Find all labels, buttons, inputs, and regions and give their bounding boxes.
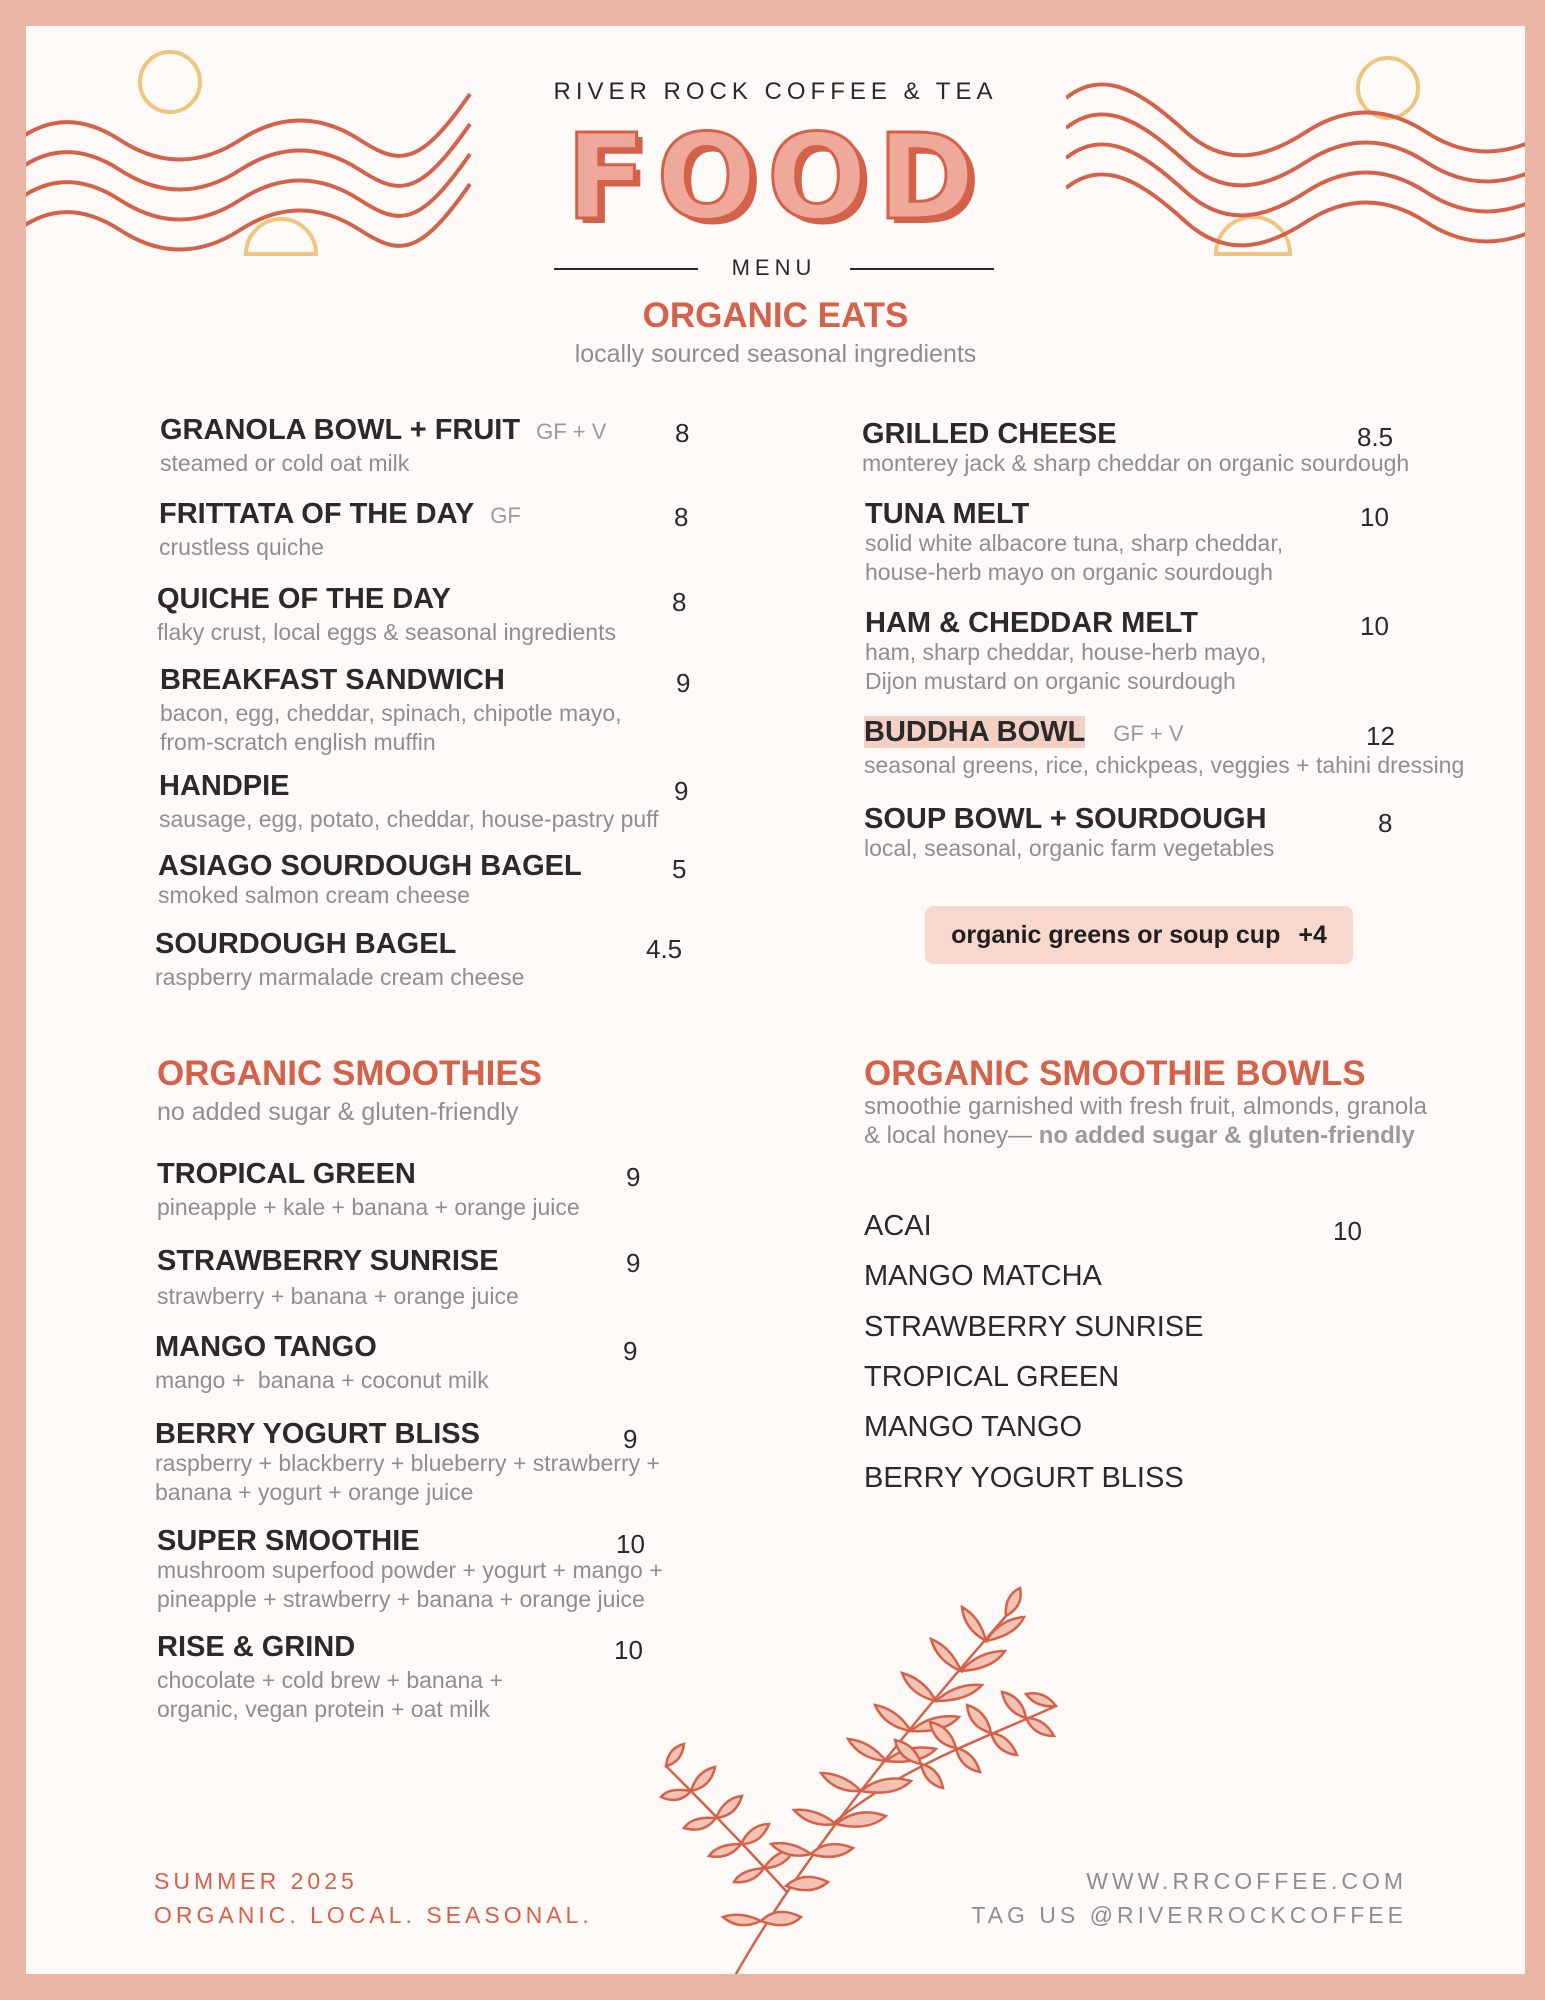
item-price: 8 bbox=[1378, 808, 1393, 838]
footer-social[interactable]: TAG US @RIVERROCKCOFFEE bbox=[971, 1902, 1407, 1928]
item-desc: pineapple + kale + banana + orange juice bbox=[157, 1194, 580, 1220]
item-price: 9 bbox=[623, 1424, 638, 1454]
page-title: FOOD bbox=[565, 108, 986, 246]
item-name: BERRY YOGURT BLISS bbox=[155, 1418, 480, 1450]
item-desc: Dijon mustard on organic sourdough bbox=[865, 668, 1236, 694]
item-desc: raspberry marmalade cream cheese bbox=[155, 964, 525, 990]
menu-item-ham-cheddar-melt bbox=[865, 607, 1266, 696]
smoothie-bowls-subtitle bbox=[864, 1092, 1427, 1150]
menu-item-tuna-melt bbox=[865, 498, 1283, 587]
menu-item-asiago-bagel bbox=[158, 850, 582, 910]
bowl-price: 10 bbox=[1333, 1216, 1362, 1246]
item-desc: mango + banana + coconut milk bbox=[155, 1367, 489, 1393]
item-desc: solid white albacore tuna, sharp cheddar, bbox=[865, 530, 1284, 556]
bowl-item: ACAI bbox=[864, 1210, 932, 1242]
bowl-item: MANGO TANGO bbox=[864, 1411, 1083, 1443]
item-desc: house-herb mayo on organic sourdough bbox=[865, 559, 1273, 585]
item-price: 8.5 bbox=[1357, 422, 1394, 452]
item-desc: crustless quiche bbox=[159, 534, 324, 560]
item-name: MANGO TANGO bbox=[155, 1331, 377, 1363]
menu-item-sourdough-bagel bbox=[155, 928, 524, 992]
item-price: 12 bbox=[1366, 721, 1395, 751]
organic-eats-subtitle: locally sourced seasonal ingredients bbox=[574, 340, 977, 368]
brand-name: RIVER ROCK COFFEE & TEA bbox=[553, 78, 998, 105]
bowl-item: MANGO MATCHA bbox=[864, 1260, 1102, 1292]
item-name: HAM & CHEDDAR MELT bbox=[865, 607, 1198, 639]
smoothie-super-smoothie bbox=[157, 1525, 663, 1614]
item-name: QUICHE OF THE DAY bbox=[157, 583, 451, 615]
item-desc: seasonal greens, rice, chickpeas, veggies + tahini dressing bbox=[864, 752, 1465, 778]
item-price: 8 bbox=[675, 418, 690, 448]
smoothies-subtitle: no added sugar & gluten-friendly bbox=[157, 1098, 519, 1126]
item-price: 10 bbox=[616, 1529, 645, 1559]
item-desc: flaky crust, local eggs & seasonal ingredients bbox=[157, 619, 616, 645]
item-name: FRITTATA OF THE DAY bbox=[159, 498, 475, 530]
item-desc: strawberry + banana + orange juice bbox=[157, 1283, 519, 1309]
item-desc: smoked salmon cream cheese bbox=[158, 882, 470, 908]
menu-item-breakfast-sandwich bbox=[160, 664, 622, 757]
bowl-item: STRAWBERRY SUNRISE bbox=[864, 1311, 1204, 1343]
divider-right bbox=[850, 268, 994, 270]
item-name: GRILLED CHEESE bbox=[862, 418, 1117, 450]
item-tag: GF + V bbox=[536, 419, 607, 444]
item-price: 9 bbox=[626, 1248, 641, 1278]
addon-label: organic greens or soup cup bbox=[951, 920, 1281, 949]
menu-item-grilled-cheese bbox=[862, 418, 1409, 478]
menu-item-handpie bbox=[159, 770, 659, 834]
item-price: 8 bbox=[674, 502, 689, 532]
smoothie-mango-tango bbox=[155, 1331, 489, 1395]
smoothie-tropical-green bbox=[157, 1158, 580, 1222]
smoothie-strawberry-sunrise bbox=[157, 1245, 519, 1311]
item-desc: from-scratch english muffin bbox=[160, 729, 436, 755]
item-price: 10 bbox=[614, 1635, 643, 1665]
item-desc: sausage, egg, potato, cheddar, house-pastry puff bbox=[159, 806, 659, 832]
menu-page bbox=[26, 26, 1525, 1974]
menu-item-quiche bbox=[157, 583, 616, 647]
footer-website[interactable]: WWW.RRCOFFEE.COM bbox=[1086, 1868, 1407, 1894]
item-name: RISE & GRIND bbox=[157, 1631, 356, 1663]
smoothie-berry-yogurt-bliss bbox=[155, 1418, 660, 1507]
item-price: 9 bbox=[674, 776, 689, 806]
item-desc: banana + yogurt + orange juice bbox=[155, 1479, 474, 1505]
item-desc: steamed or cold oat milk bbox=[160, 450, 410, 476]
addon-price: +4 bbox=[1298, 920, 1327, 949]
item-price: 4.5 bbox=[646, 934, 683, 964]
item-price: 9 bbox=[676, 668, 691, 698]
item-price: 5 bbox=[672, 854, 687, 884]
menu-item-frittata bbox=[159, 498, 521, 562]
smoothies-title: ORGANIC SMOOTHIES bbox=[157, 1054, 543, 1093]
item-name: SOURDOUGH BAGEL bbox=[155, 928, 457, 960]
item-name: SOUP BOWL + SOURDOUGH bbox=[864, 803, 1267, 835]
smoothie-rise-grind bbox=[157, 1631, 503, 1724]
bowl-item: BERRY YOGURT BLISS bbox=[864, 1462, 1184, 1494]
addon-badge bbox=[925, 906, 1353, 964]
item-name: BUDDHA BOWL bbox=[864, 716, 1086, 748]
item-price: 10 bbox=[1360, 502, 1389, 532]
menu-item-soup-bowl bbox=[864, 803, 1274, 863]
subtitle-line: & local honey— bbox=[864, 1122, 1039, 1149]
item-name: ASIAGO SOURDOUGH BAGEL bbox=[158, 850, 582, 882]
item-desc: ham, sharp cheddar, house-herb mayo, bbox=[865, 639, 1267, 665]
footer-season: SUMMER 2025 bbox=[154, 1868, 358, 1894]
menu-item-granola-bowl bbox=[160, 414, 606, 478]
menu-subtitle: MENU bbox=[731, 255, 817, 280]
item-name: HANDPIE bbox=[159, 770, 290, 802]
item-name: TUNA MELT bbox=[865, 498, 1030, 530]
item-price: 9 bbox=[626, 1162, 641, 1192]
item-desc: pineapple + strawberry + banana + orange juice bbox=[157, 1586, 645, 1612]
item-name: GRANOLA BOWL + FRUIT bbox=[160, 414, 521, 446]
item-desc: bacon, egg, cheddar, spinach, chipotle mayo, bbox=[160, 700, 622, 726]
item-price: 8 bbox=[672, 587, 687, 617]
footer-tagline: ORGANIC. LOCAL. SEASONAL. bbox=[154, 1902, 593, 1928]
item-desc: organic, vegan protein + oat milk bbox=[157, 1696, 491, 1722]
item-name: SUPER SMOOTHIE bbox=[157, 1525, 420, 1557]
item-desc: raspberry + blackberry + blueberry + strawberry + bbox=[155, 1450, 660, 1476]
item-desc: chocolate + cold brew + banana + bbox=[157, 1667, 503, 1693]
item-desc: monterey jack & sharp cheddar on organic sourdough bbox=[862, 450, 1410, 476]
menu-subtitle-row bbox=[554, 248, 994, 288]
subtitle-emphasis: no added sugar & gluten-friendly bbox=[1038, 1122, 1415, 1149]
item-desc: mushroom superfood powder + yogurt + mango + bbox=[157, 1557, 663, 1583]
organic-eats-title: ORGANIC EATS bbox=[642, 296, 909, 335]
item-desc: local, seasonal, organic farm vegetables bbox=[864, 835, 1275, 861]
smoothie-bowls-title: ORGANIC SMOOTHIE BOWLS bbox=[864, 1054, 1366, 1093]
item-tag: GF bbox=[490, 503, 521, 528]
subtitle-line: smoothie garnished with fresh fruit, almonds, granola bbox=[864, 1093, 1427, 1120]
bowl-item: TROPICAL GREEN bbox=[864, 1361, 1120, 1393]
item-name: TROPICAL GREEN bbox=[157, 1158, 416, 1190]
item-tag: GF + V bbox=[1113, 721, 1184, 746]
item-name: STRAWBERRY SUNRISE bbox=[157, 1245, 499, 1277]
item-price: 10 bbox=[1360, 611, 1389, 641]
item-price: 9 bbox=[623, 1336, 638, 1366]
item-name: BREAKFAST SANDWICH bbox=[160, 664, 505, 696]
